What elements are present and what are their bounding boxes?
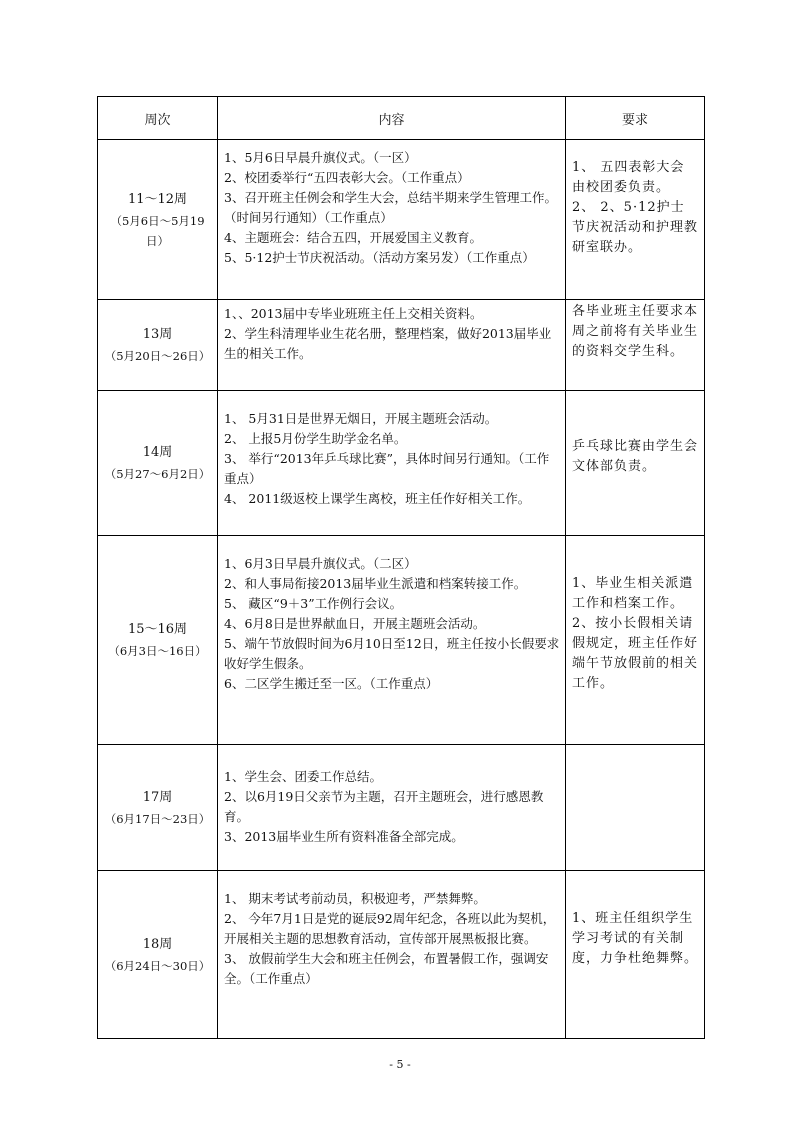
week-cell [98,536,218,745]
content-item: 1、学生会、团委工作总结。 [224,769,382,784]
content-item: 3、 举行“2013年乒乓球比赛”，具体时间另行通知。（工作重点） [224,451,550,486]
requirement-item: 1、毕业生相关派遣工作和档案工作。 [572,576,694,611]
week-name: 11～12周 [127,191,188,207]
content-cell [218,871,566,1039]
requirement-item: 乒乓球比赛由学生会文体部负责。 [572,439,699,474]
week-dates: （6月24日～30日） [104,958,211,973]
header-week: 周次 [98,97,218,140]
content-cell [218,745,566,871]
content-item: 3、2013届毕业生所有资料准备全部完成。 [224,829,464,844]
content-item: 2、和人事局衔接2013届毕业生派遣和档案转接工作。 [224,576,527,591]
week-name: 15～16周 [127,622,188,637]
week-cell [98,391,218,536]
page-number: - 5 - [389,1058,411,1071]
requirements-cell [566,871,705,1039]
table-row [98,391,705,536]
header-requirements: 要求 [566,97,705,140]
content-cell [218,300,566,391]
week-cell [98,745,218,871]
content-cell [218,536,566,745]
content-item: 4、主题班会：结合五四，开展爱国主义教育。 [224,230,482,245]
content-item: 3、召开班主任例会和学生大会，总结半期来学生管理工作。（时间另行通知）（工作重点） [224,190,557,225]
content-cell [218,391,566,536]
week-cell [98,140,218,300]
week-cell [98,871,218,1039]
content-item: 1、6月3日早晨升旗仪式。（二区） [224,556,417,571]
content-item: 1、5月6日早晨升旗仪式。（一区） [224,150,417,165]
table-row [98,871,705,1039]
requirements-cell [566,391,705,536]
content-item: 2、 上报5月份学生助学金名单。 [224,431,407,446]
header-row [98,97,705,140]
week-dates: （5月27～6月2日） [104,467,211,481]
table-row [98,745,705,871]
content-item: 2、校团委举行“五四表彰大会。（工作重点） [224,170,470,185]
content-item: 4、6月8日是世界献血日，开展主题班会活动。 [224,616,486,631]
week-dates: （5月6日～5月19日） [110,213,205,248]
table-row [98,300,705,391]
table-row [98,536,705,745]
week-dates: （6月17日～23日） [104,811,211,826]
requirements-cell [566,536,705,745]
content-item: 2、学生科清理毕业生花名册，整理档案，做好2013届毕业生的相关工作。 [224,326,552,361]
week-name: 14周 [142,445,173,460]
content-item: 1、 5月31日是世界无烟日，开展主题班会活动。 [224,411,498,426]
week-name: 18周 [142,936,173,952]
requirement-item: 2、 2、5·12护士节庆祝活动和护理教研室联办。 [572,200,699,255]
table-row [98,140,705,300]
content-item: 5、 藏区“9＋3”工作例行会议。 [224,596,403,611]
requirements-cell [566,300,705,391]
content-cell [218,140,566,300]
week-cell [98,300,218,391]
week-name: 13周 [142,327,173,342]
content-item: 5、端午节放假时间为6月10日至12日，班主任按小长假要求收好学生假条。 [224,636,560,671]
content-item: 5、5·12护士节庆祝活动。（活动方案另发）（工作重点） [224,250,535,265]
week-dates: （5月20日～26日） [104,349,211,363]
schedule-table [97,96,705,1039]
content-item: 2、以6月19日父亲节为主题，召开主题班会，进行感恩教育。 [224,789,544,824]
requirement-item: 1、班主任组织学生学习考试的有关制度，力争杜绝舞弊。 [572,911,699,966]
header-content: 内容 [218,97,566,140]
requirement-item: 1、 五四表彰大会由校团委负责。 [572,160,685,195]
content-item: 3、 放假前学生大会和班主任例会，布置暑假工作，强调安全。（工作重点） [224,951,549,986]
week-dates: （6月3日～16日） [108,644,207,658]
requirement-item: 2、按小长假相关请假规定，班主任作好端午节放假前的相关工作。 [572,616,699,691]
content-item: 4、 2011级返校上课学生离校，班主任作好相关工作。 [224,491,531,506]
requirements-cell [566,745,705,871]
content-item: 1、 期末考试考前动员，积极迎考，严禁舞弊。 [224,891,486,906]
content-item: 6、二区学生搬迁至一区。（工作重点） [224,676,439,691]
week-name: 17周 [142,789,173,805]
requirements-cell [566,140,705,300]
content-item: 1、、2013届中专毕业班班主任上交相关资料。 [224,306,483,321]
content-item: 2、 今年7月1日是党的诞辰92周年纪念，各班以此为契机，开展相关主题的思想教育活动，宣传部开展黑板报比赛。 [224,911,556,946]
requirement-item: 各毕业班主任要求本周之前将有关毕业生的资料交学生科。 [572,304,699,359]
